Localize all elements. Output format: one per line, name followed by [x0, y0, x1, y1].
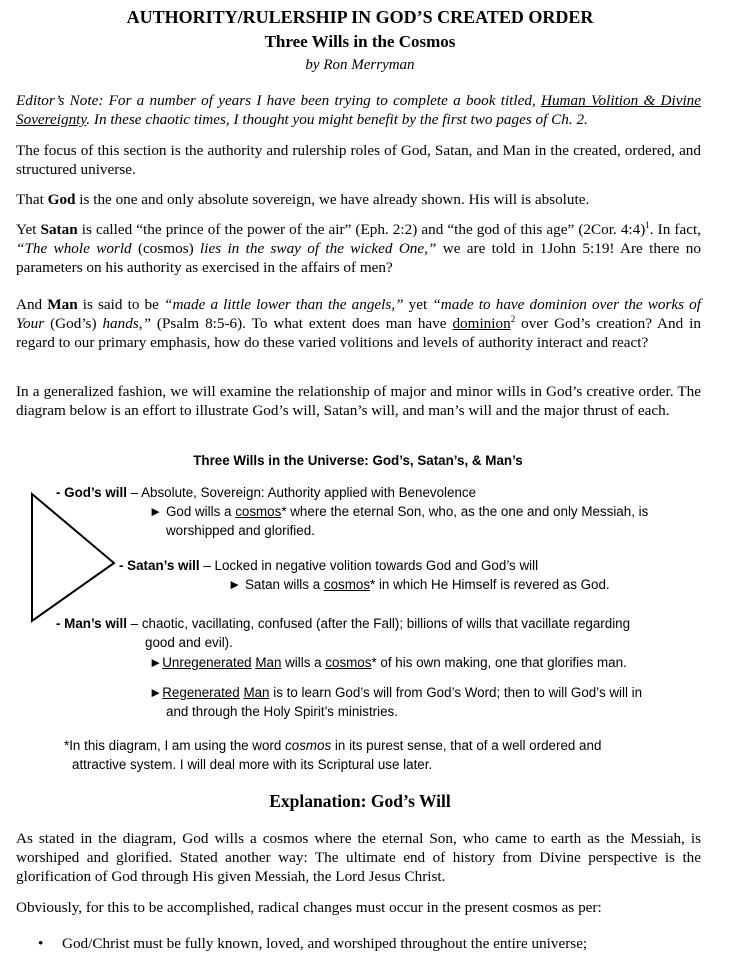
text: * in which He Himself is revered as God. — [370, 577, 610, 592]
paragraph-man — [16, 295, 701, 352]
text: ► Satan wills a — [228, 577, 324, 592]
text: That — [16, 191, 48, 208]
arrow-icon: ► — [149, 685, 163, 700]
satans-will-label: - Satan’s will — [119, 558, 200, 573]
gods-will-label: - God’s will — [56, 485, 127, 500]
book-title: Human Volition & Divine Sovereignty — [16, 92, 702, 128]
man-term: Man — [243, 685, 270, 700]
unregenerated-bullet — [149, 653, 627, 672]
text: yet — [403, 296, 433, 313]
quote: lies in the sway of the wicked One,” — [200, 240, 437, 257]
text: is said to be — [77, 296, 164, 313]
text: (cosmos) — [131, 240, 201, 257]
regenerated-bullet — [149, 683, 642, 702]
keyword-god: God — [47, 191, 76, 208]
explanation-paragraph-1: As stated in the diagram, God wills a cosmos where the eternal Son, who came to earth as the Messiah, is worshiped and glorified. Stated another way: The ultimate end of history from Divine perspective is the glorification of God through His given Messiah, the Lord Jesus Christ. — [16, 830, 701, 885]
paragraph-general: In a generalized fashion, we will examine the relationship of major and minor wills in God’s creative order. The diagram below is an effort to illustrate God’s will, Satan’s will, and man’s will and the major thrust of each. — [16, 383, 701, 419]
quote: “made to have dominion over the works of Your — [16, 296, 701, 332]
explanation-bullet-1: God/Christ must be fully known, loved, and worshiped throughout the entire universe; — [62, 935, 588, 952]
document-subtitle: Three Wills in the Cosmos — [264, 32, 456, 51]
text: (Psalm 8:5-6). To what extent does man have — [150, 315, 453, 332]
editors-note — [16, 91, 701, 129]
text: * where the eternal Son, who, as the one and only Messiah, is — [281, 504, 649, 519]
text: is called “the prince of the power of the air” (Eph. 2:2) and “the god of this age” (2Cor. 4:4) — [77, 221, 646, 238]
mans-will-desc-cont: good and evil). — [145, 635, 233, 650]
byline: by Ron Merryman — [305, 57, 415, 73]
editors-note-text-end: . In these chaotic times, I thought you might benefit by the first two pages of Ch. 2. — [86, 111, 588, 128]
text: is the one and only absolute sovereign, we have already shown. His will is absolute. — [75, 191, 590, 208]
cosmos-term: cosmos — [285, 738, 332, 753]
text: wills a — [281, 655, 326, 670]
regenerated-term: Regenerated — [162, 685, 240, 700]
mans-will-desc: – chaotic, vacillating, confused (after the Fall); billions of wills that vacillate regarding — [126, 616, 631, 631]
text: * of his own making, one that glorifies man. — [371, 655, 627, 670]
gods-will-bullet — [149, 502, 648, 521]
quote: “The whole world — [16, 240, 132, 257]
diagram-footnote — [64, 736, 601, 755]
text: *In this diagram, I am using the word — [64, 738, 286, 753]
arrow-icon: ► — [149, 655, 163, 670]
gods-will-desc: – Absolute, Sovereign: Authority applied with Benevolence — [126, 485, 477, 500]
gods-will-bullet-cont: worshipped and glorified. — [166, 523, 315, 538]
man-term: Man — [255, 655, 282, 670]
bullet-icon: • — [38, 935, 44, 952]
footnote-ref-1: 1 — [645, 219, 650, 230]
explanation-heading: Explanation: God’s Will — [269, 791, 451, 811]
cosmos-term: cosmos — [323, 577, 371, 592]
text: . In fact, — [649, 221, 701, 238]
satans-will-desc: – Locked in negative volition towards God and God’s will — [199, 558, 539, 573]
unregenerated-term: Unregenerated — [162, 655, 252, 670]
paragraph-god — [16, 190, 701, 209]
keyword-man: Man — [47, 296, 78, 313]
text: we are told in 1John 5:19! Are there no parameters on his authority as exercised in the affairs of men? — [16, 240, 701, 276]
dominion-term: dominion — [452, 315, 511, 332]
mans-will-label: - Man’s will — [56, 616, 127, 631]
satans-will-line — [119, 556, 538, 575]
quote: hands,” — [102, 315, 151, 332]
text: And — [16, 296, 48, 313]
keyword-satan: Satan — [40, 221, 78, 238]
document-title: AUTHORITY/RULERSHIP IN GOD’S CREATED ORDER — [126, 7, 594, 27]
diagram-footnote-cont: attractive system. I will deal more with its Scriptural use later. — [72, 757, 433, 772]
text: Yet — [16, 221, 41, 238]
paragraph-satan — [16, 220, 701, 277]
paragraph-focus: The focus of this section is the authority and rulership roles of God, Satan, and Man in the created, ordered, and structured universe. — [16, 142, 701, 178]
quote: “made a little lower than the angels,” — [164, 296, 404, 313]
explanation-paragraph-2: Obviously, for this to be accomplished, radical changes must occur in the present cosmos as per: — [16, 899, 602, 916]
satans-will-bullet — [228, 575, 610, 594]
text: over God’s creation? And in regard to our primary emphasis, how do these varied volitions and levels of authority interact and react? — [16, 315, 701, 351]
editors-note-text: Editor’s Note: For a number of years I have been trying to complete a book titled, — [16, 92, 541, 109]
mans-will-line — [56, 614, 630, 633]
triangle-diagram-icon — [28, 490, 120, 625]
cosmos-term: cosmos — [325, 655, 372, 670]
text: in its purest sense, that of a well ordered and — [331, 738, 602, 753]
gods-will-line — [56, 483, 476, 502]
footnote-ref-2: 2 — [510, 313, 516, 324]
diagram-title: Three Wills in the Universe: God’s, Satan’s, & Man’s — [193, 453, 523, 468]
text: (God’s) — [44, 315, 103, 332]
text: ► God wills a — [149, 504, 236, 519]
text: is to learn God’s will from God’s Word; then to will God’s will in — [269, 685, 643, 700]
cosmos-term: cosmos — [235, 504, 282, 519]
regenerated-bullet-cont: and through the Holy Spirit’s ministries. — [166, 704, 398, 719]
